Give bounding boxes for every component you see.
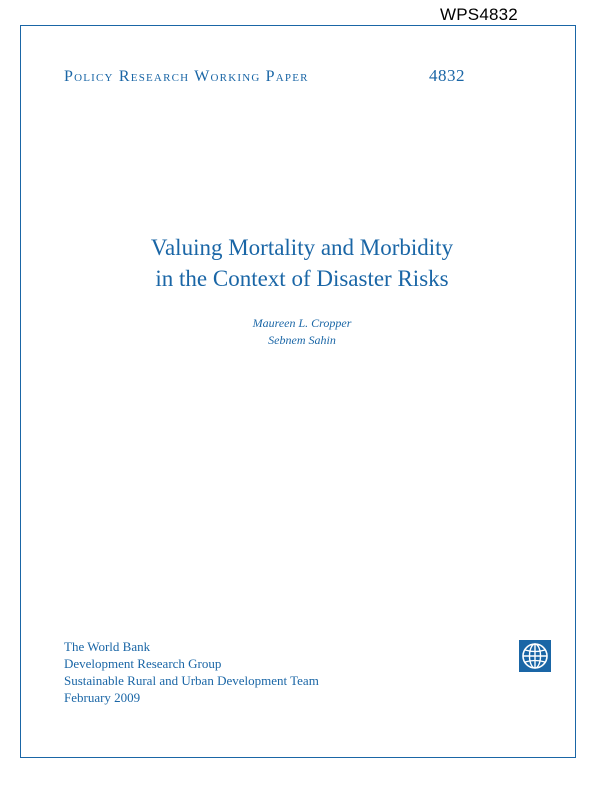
publisher-info <box>64 638 319 706</box>
series-title: Policy Research Working Paper <box>64 68 309 85</box>
publisher-team: Sustainable Rural and Urban Development Team <box>64 673 319 688</box>
publisher-group: Development Research Group <box>64 656 222 671</box>
publication-date: February 2009 <box>64 690 141 705</box>
paper-title-line-2: in the Context of Disaster Risks <box>155 266 449 291</box>
author-name: Maureen L. Cropper <box>252 316 352 330</box>
document-code: WPS4832 <box>440 5 518 24</box>
publisher-org: The World Bank <box>64 639 151 654</box>
paper-number: 4832 <box>429 66 465 85</box>
paper-title <box>0 232 604 294</box>
author-list <box>0 315 604 349</box>
world-bank-globe-icon <box>519 640 551 672</box>
paper-title-line-1: Valuing Mortality and Morbidity <box>150 235 454 260</box>
author-name: Sebnem Sahin <box>268 333 336 347</box>
